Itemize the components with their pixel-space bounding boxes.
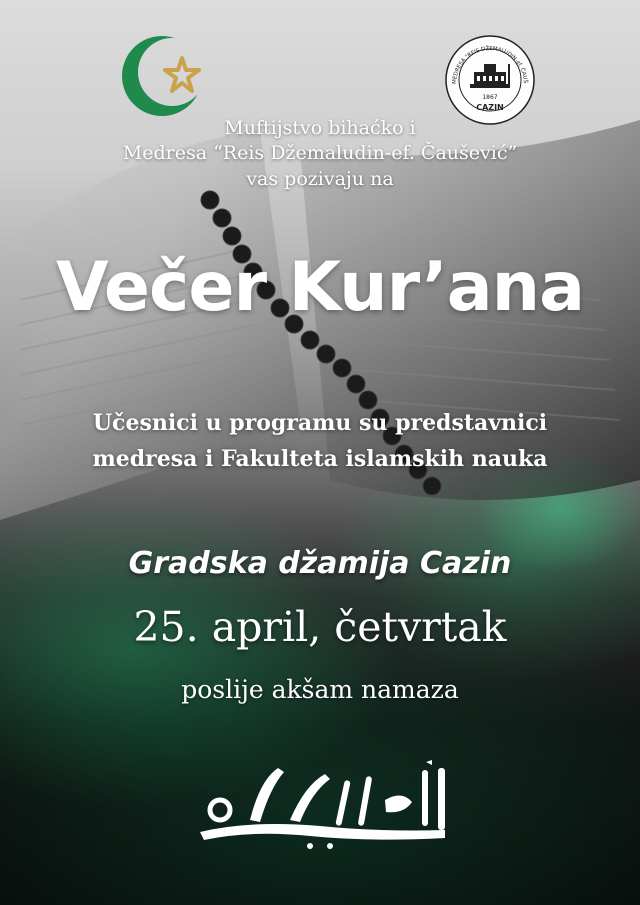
welcome-calligraphy-icon — [190, 760, 460, 850]
intro-line-1: Muftijstvo bihaćko i — [224, 117, 416, 139]
seal-city: CAZIN — [476, 103, 504, 112]
crescent-star-icon — [120, 30, 220, 120]
event-location: Gradska džamija Cazin — [128, 546, 512, 581]
participants-line-1: Učesnici u programu su predstavnici — [92, 410, 548, 436]
event-title: Večer Kur’ana — [56, 248, 584, 327]
intro-line-3: vas pozivaju na — [246, 168, 394, 190]
medresa-seal-icon — [444, 34, 536, 126]
intro-line-2: Medresa “Reis Džemaludin-ef. Čaušević” — [122, 142, 518, 164]
event-date: 25. april, četvrtak — [133, 603, 507, 651]
seal-year: 1867 — [482, 94, 498, 101]
event-time: poslije akšam namaza — [181, 675, 459, 704]
seal-ring-text: MEDRESA "REIS DŽEMALUDIN-ef. ČAUŠ — [451, 45, 529, 85]
participants-line-2: medresa i Fakulteta islamskih nauka — [92, 446, 548, 472]
